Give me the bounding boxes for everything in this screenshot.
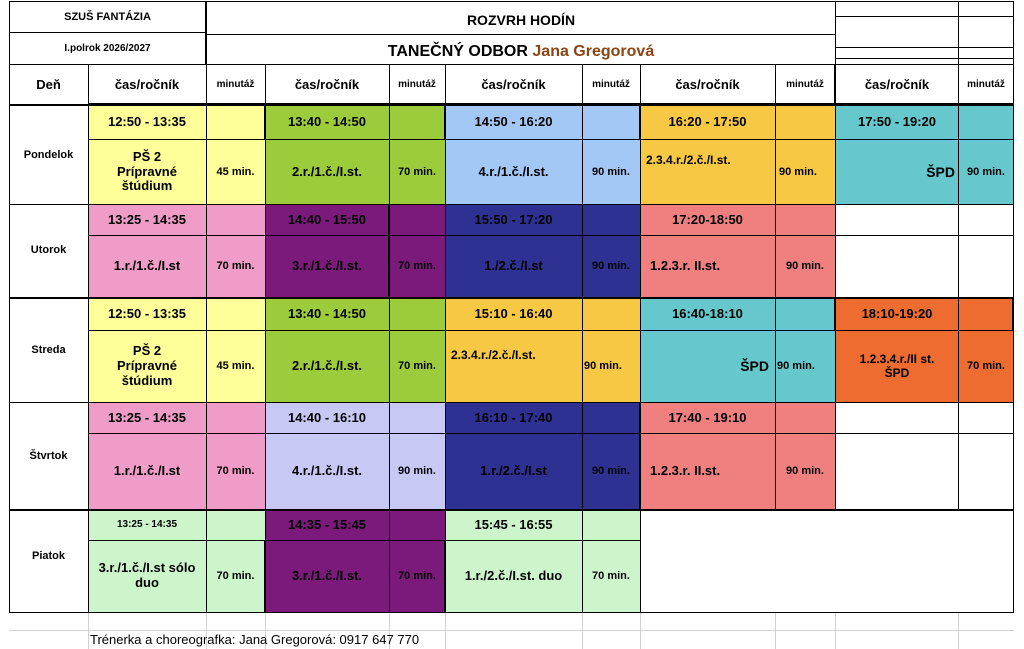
slot-fill: [959, 298, 1013, 330]
slot-class: 2.r./1.č./I.st.: [265, 139, 389, 205]
slot-class: 1.r./2.č./I.st. duo: [445, 540, 582, 612]
department-title: [206, 35, 836, 65]
slot-class: 1.2.3.r. II.st.: [640, 433, 775, 509]
slot-fill: [206, 298, 265, 330]
slot-time: 12:50 - 13:35: [88, 298, 206, 330]
slot-class: ŠPD: [640, 330, 775, 403]
slot-class: ŠPD: [835, 139, 959, 205]
semester-label: I.polrok 2026/2027: [64, 42, 151, 54]
slot-duration: 45 min.: [206, 139, 265, 205]
slot-time: 17:50 - 19:20: [835, 105, 959, 139]
slot-time: 14:35 - 15:45: [265, 510, 389, 540]
header-duration-4: minutáž: [786, 79, 824, 91]
slot-time: 14:40 - 16:10: [265, 403, 389, 433]
slot-fill: [389, 105, 445, 139]
slot-time: 16:10 - 17:40: [445, 403, 582, 433]
slot-duration: 70 min.: [206, 235, 265, 297]
slot-fill: [206, 105, 265, 139]
slot-fill: [389, 403, 445, 433]
slot-class: 1.r./1.č./I.st: [88, 433, 206, 509]
slot-time: 17:40 - 19:10: [640, 403, 775, 433]
slot-class: 1.2.3.r. II.st.: [640, 235, 775, 297]
slot-duration: 70 min.: [959, 330, 1013, 403]
slot-class: 1./2.č./I.st: [445, 235, 582, 297]
slot-time: 14:50 - 16:20: [445, 105, 582, 139]
slot-class: PŠ 2 Prípravné štúdium: [88, 330, 206, 403]
slot-duration: 70 min.: [389, 235, 445, 297]
slot-duration: 90 min.: [389, 433, 445, 509]
slot-time: 12:50 - 13:35: [88, 105, 206, 139]
slot-duration: 70 min.: [389, 330, 445, 403]
day-piatok: Piatok: [31, 549, 65, 562]
slot-fill: [206, 510, 265, 540]
day-stvrtok: Štvrtok: [29, 449, 68, 462]
slot-time: 16:20 - 17:50: [640, 105, 775, 139]
slot-duration: 70 min.: [389, 540, 445, 612]
slot-fill: [582, 105, 640, 139]
slot-time: 16:40-18:10: [640, 298, 775, 330]
slot-class: 1.2.3.4.r./II st. ŠPD: [835, 330, 959, 403]
slot-time: 13:25 - 14:35: [88, 510, 206, 540]
slot-class: 1.r./1.č./I.st: [88, 235, 206, 297]
slot-time: 13:25 - 14:35: [88, 403, 206, 433]
footer-contact: Trénerka a choreografka: Jana Gregorová: 0917 647 770: [90, 632, 420, 647]
header-duration-1: minutáž: [216, 79, 255, 91]
slot-class: 4.r./1.č./I.st.: [445, 139, 582, 205]
slot-time: 13:40 - 14:50: [265, 298, 389, 330]
slot-fill: [206, 403, 265, 433]
header-time-class-5: čas/ročník: [864, 76, 930, 92]
page-title: ROZVRH HODÍN: [466, 11, 576, 28]
slot-fill: [582, 403, 640, 433]
header-time-class-3: čas/ročník: [481, 76, 546, 92]
header-time-class-4: čas/ročník: [675, 76, 740, 92]
slot-fill: [582, 205, 640, 235]
slot-class: 3.r./1.č./I.st sólo duo: [88, 540, 206, 612]
header-time-class-2: čas/ročník: [294, 76, 360, 92]
slot-fill: [582, 298, 640, 330]
header-day: Deň: [36, 76, 61, 92]
school-name: SZUŠ FANTÁZIA: [64, 10, 151, 23]
day-streda: Streda: [31, 344, 66, 357]
slot-duration: 90 min.: [775, 330, 835, 403]
slot-duration: 90 min.: [775, 433, 835, 509]
header-duration-5: minutáž: [967, 79, 1005, 91]
slot-fill: [775, 403, 835, 433]
slot-class: PŠ 2 Prípravné štúdium: [88, 139, 206, 205]
slot-duration: 45 min.: [206, 330, 265, 403]
slot-duration: 70 min.: [582, 540, 640, 612]
slot-fill: [389, 298, 445, 330]
slot-time: 15:50 - 17:20: [445, 205, 582, 235]
slot-class: 1.r./2.č./I.st: [445, 433, 582, 509]
slot-fill: [582, 510, 640, 540]
slot-duration: 90 min.: [582, 330, 640, 403]
slot-time: 15:10 - 16:40: [445, 298, 582, 330]
department-name: TANEČNÝ ODBOR: [387, 42, 528, 60]
header-duration-2: minutáž: [398, 79, 436, 91]
slot-fill: [389, 510, 445, 540]
slot-class: 2.3.4.r./2.č./I.st.: [640, 139, 775, 205]
slot-time: 15:45 - 16:55: [445, 510, 582, 540]
slot-class: 3.r./1.č./I.st.: [265, 235, 389, 297]
slot-time: 13:25 - 14:35: [88, 205, 206, 235]
slot-fill: [775, 205, 835, 235]
slot-duration: 70 min.: [206, 433, 265, 509]
header-duration-3: minutáž: [592, 79, 630, 91]
slot-class: 2.r./1.č./I.st.: [265, 330, 389, 403]
slot-duration: 90 min.: [582, 433, 640, 509]
slot-time: 17:20-18:50: [640, 205, 775, 235]
slot-fill: [206, 205, 265, 235]
teacher-name: Jana Gregorová: [532, 42, 655, 60]
slot-duration: 70 min.: [206, 540, 265, 612]
slot-class: 4.r./1.č./I.st.: [265, 433, 389, 509]
slot-fill: [775, 105, 835, 139]
slot-fill: [389, 205, 445, 235]
slot-time: 14:40 - 15:50: [265, 205, 389, 235]
slot-duration: 90 min.: [959, 139, 1013, 205]
header-time-class-1: čas/ročník: [114, 76, 180, 92]
slot-duration: 90 min.: [775, 235, 835, 297]
slot-duration: 90 min.: [775, 139, 835, 205]
slot-fill: [959, 105, 1013, 139]
slot-class: 3.r./1.č./I.st.: [265, 540, 389, 612]
slot-duration: 90 min.: [582, 235, 640, 297]
slot-duration: 70 min.: [389, 139, 445, 205]
slot-duration: 90 min.: [582, 139, 640, 205]
slot-class: 2.3.4.r./2.č./I.st.: [445, 330, 582, 403]
day-utorok: Utorok: [30, 243, 67, 256]
day-pondelok: Pondelok: [23, 148, 74, 161]
slot-time: 13:40 - 14:50: [265, 105, 389, 139]
slot-time: 18:10-19:20: [835, 298, 959, 330]
slot-fill: [775, 298, 835, 330]
